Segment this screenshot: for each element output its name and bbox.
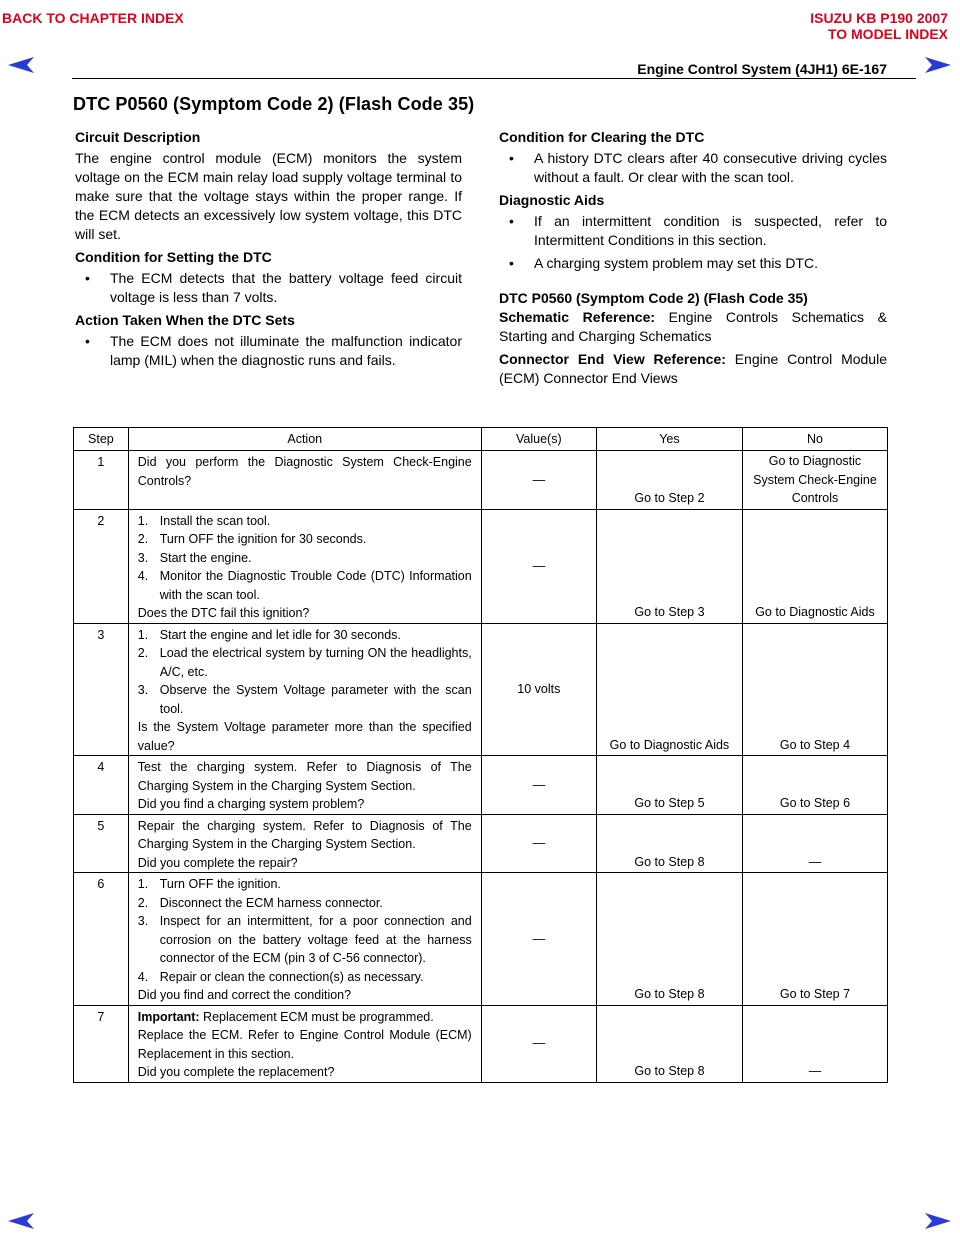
action-step-text: Start the engine and let idle for 30 seconds. <box>159 627 401 642</box>
bullet-text: The ECM detects that the battery voltage feed circuit voltage is less than 7 volts. <box>110 270 462 305</box>
action-step-number: 2. <box>137 646 149 660</box>
action-line: Replace the ECM. Refer to Engine Control Module (ECM) Replacement in this section. <box>137 1028 472 1061</box>
action-step-number: 1. <box>137 627 149 642</box>
connector-reference-text: Engine Control Module (ECM) Connector End Views <box>499 351 887 386</box>
action-step-text: Monitor the Diagnostic Trouble Code (DTC) Information with the scan tool. <box>159 569 472 602</box>
action-step-item <box>138 512 472 531</box>
action-step-number: 2. <box>137 895 149 910</box>
action-step-item <box>138 894 472 913</box>
action-line: Test the charging system. Refer to Diagnosis of The Charging System in the Charging System Section. <box>137 760 472 793</box>
action-step-item <box>138 968 472 987</box>
value-cell: — <box>481 451 596 510</box>
action-step-number: 1. <box>137 513 149 528</box>
header-step: Step <box>74 428 129 451</box>
circuit-description-text: The engine control module (ECM) monitors the system voltage on the ECM main relay load supply voltage terminal to make sure that the voltage stays within the proper range. If the ECM detects an excessively low system voltage, this DTC will set. <box>75 150 462 242</box>
step-cell: 3 <box>74 623 129 756</box>
bullet-text: A charging system problem may set this DTC. <box>534 255 818 271</box>
schematic-reference-text: Engine Controls Schematics & Starting and Charging Schematics <box>499 309 888 344</box>
action-taken-bullet <box>75 332 462 370</box>
header-yes: Yes <box>596 428 742 451</box>
action-question: Is the System Voltage parameter more than the specified value? <box>137 720 472 753</box>
value-cell: — <box>481 1005 596 1082</box>
step-cell: 2 <box>74 509 129 623</box>
bullet-dot: • <box>509 213 514 229</box>
previous-page-arrow-icon[interactable] <box>8 1213 34 1229</box>
action-cell <box>128 623 481 756</box>
bullet-text: If an intermittent condition is suspected, refer to Intermittent Conditions in this section. <box>534 213 887 248</box>
value-cell: — <box>481 509 596 623</box>
action-question: Did you find and correct the condition? <box>137 988 352 1002</box>
header-rule <box>72 78 916 79</box>
action-line: Repair the charging system. Refer to Diagnosis of The Charging System in the Charging System Section. <box>137 818 472 851</box>
step-cell: 6 <box>74 873 129 1006</box>
action-cell <box>128 873 481 1006</box>
bullet-dot: • <box>85 333 90 349</box>
value-cell: — <box>481 756 596 815</box>
table-body <box>74 451 888 1083</box>
yes-cell: Go to Step 8 <box>596 814 742 873</box>
action-step-text: Load the electrical system by turning ON the headlights, A/C, etc. <box>159 646 472 679</box>
action-step-number: 4. <box>137 569 149 583</box>
action-step-text: Observe the System Voltage parameter with the scan tool. <box>159 683 472 716</box>
schematic-reference-label: Schematic Reference: <box>499 309 656 325</box>
model-name-link[interactable]: ISUZU KB P190 2007 <box>810 10 948 26</box>
table-row <box>74 451 888 510</box>
action-step-text: Turn OFF the ignition. <box>159 877 281 891</box>
action-step-text: Inspect for an intermittent, for a poor connection and corrosion on the battery voltage feed at the harness connector of the ECM (pin 3 of C-56 connector). <box>159 914 472 965</box>
action-step-text: Start the engine. <box>159 550 252 565</box>
table-row <box>74 756 888 815</box>
header-no: No <box>742 428 887 451</box>
no-cell: Go to Diagnostic Aids <box>742 509 887 623</box>
diagnostic-aids-bullet <box>499 212 887 250</box>
yes-cell: Go to Diagnostic Aids <box>596 623 742 756</box>
page-header-title: Engine Control System (4JH1) 6E-167 <box>637 61 887 77</box>
diagnostic-aids-heading: Diagnostic Aids <box>499 192 605 208</box>
no-cell: Go to Step 6 <box>742 756 887 815</box>
action-cell <box>128 1005 481 1082</box>
previous-page-arrow-icon[interactable] <box>8 57 34 73</box>
condition-setting-heading: Condition for Setting the DTC <box>75 249 272 265</box>
yes-cell: Go to Step 8 <box>596 873 742 1006</box>
value-cell: — <box>481 873 596 1006</box>
header-action: Action <box>128 428 481 451</box>
important-label: Important: <box>137 1009 200 1024</box>
condition-clearing-bullet <box>499 149 887 187</box>
back-to-chapter-index-link[interactable]: BACK TO CHAPTER INDEX <box>2 10 184 26</box>
no-cell: Go to Diagnostic System Check-Engine Controls <box>742 451 887 510</box>
action-step-item <box>138 875 472 894</box>
action-line: Did you find a charging system problem? <box>137 797 365 811</box>
action-step-text: Repair or clean the connection(s) as necessary. <box>159 969 424 984</box>
step-cell: 1 <box>74 451 129 510</box>
bullet-dot: • <box>509 255 514 271</box>
table-header-row <box>74 428 888 451</box>
yes-cell: Go to Step 5 <box>596 756 742 815</box>
left-column <box>75 128 462 374</box>
step-cell: 4 <box>74 756 129 815</box>
action-step-item <box>138 626 472 645</box>
next-page-arrow-icon[interactable] <box>925 1213 951 1229</box>
action-line: Did you complete the replacement? <box>137 1065 335 1079</box>
bullet-text: A history DTC clears after 40 consecutive driving cycles without a fault. Or clear with the scan tool. <box>534 150 887 185</box>
action-cell <box>128 756 481 815</box>
table-row <box>74 814 888 873</box>
action-question: Does the DTC fail this ignition? <box>137 606 310 620</box>
action-step-item <box>138 567 472 604</box>
circuit-description-heading: Circuit Description <box>75 129 201 145</box>
action-cell <box>128 509 481 623</box>
action-cell <box>128 814 481 873</box>
connector-reference <box>499 350 887 388</box>
header-values: Value(s) <box>481 428 596 451</box>
action-step-text: Disconnect the ECM harness connector. <box>159 895 383 910</box>
bullet-dot: • <box>85 270 90 286</box>
important-note <box>138 1008 472 1027</box>
action-step-item <box>138 549 472 568</box>
next-page-arrow-icon[interactable] <box>925 57 951 73</box>
action-step-text: Install the scan tool. <box>159 513 271 528</box>
yes-cell: Go to Step 3 <box>596 509 742 623</box>
yes-cell: Go to Step 8 <box>596 1005 742 1082</box>
diagnostic-aids-bullet <box>499 254 887 273</box>
right-column <box>499 128 887 392</box>
step-cell: 5 <box>74 814 129 873</box>
no-cell: — <box>742 1005 887 1082</box>
diagnostic-table <box>73 427 888 1083</box>
condition-clearing-heading: Condition for Clearing the DTC <box>499 129 705 145</box>
model-index-block <box>810 10 948 42</box>
condition-setting-bullet <box>75 269 462 307</box>
yes-cell: Go to Step 2 <box>596 451 742 510</box>
action-step-item <box>138 644 472 681</box>
action-line: Did you perform the Diagnostic System Check-Engine Controls? <box>137 455 472 488</box>
schematic-reference <box>499 308 887 346</box>
action-line: Did you complete the repair? <box>137 855 298 870</box>
no-cell: Go to Step 7 <box>742 873 887 1006</box>
value-cell: — <box>481 814 596 873</box>
no-cell: Go to Step 4 <box>742 623 887 756</box>
dtc-subheading: DTC P0560 (Symptom Code 2) (Flash Code 35) <box>499 290 808 306</box>
step-cell: 7 <box>74 1005 129 1082</box>
action-step-item <box>138 912 472 968</box>
action-taken-heading: Action Taken When the DTC Sets <box>75 312 295 328</box>
action-step-item <box>138 530 472 549</box>
action-step-item <box>138 681 472 718</box>
page-title: DTC P0560 (Symptom Code 2) (Flash Code 35) <box>73 94 475 114</box>
action-step-number: 3. <box>137 683 149 697</box>
table-row <box>74 1005 888 1082</box>
action-step-number: 2. <box>137 532 149 546</box>
action-step-number: 3. <box>137 914 149 928</box>
action-step-number: 3. <box>137 550 149 565</box>
important-text: Replacement ECM must be programmed. <box>199 1009 434 1024</box>
table-row <box>74 509 888 623</box>
bullet-dot: • <box>509 150 514 166</box>
to-model-index-link[interactable]: TO MODEL INDEX <box>827 26 948 42</box>
action-step-number: 4. <box>137 969 149 984</box>
action-cell <box>128 451 481 510</box>
table-row <box>74 623 888 756</box>
action-step-text: Turn OFF the ignition for 30 seconds. <box>159 532 367 546</box>
action-step-number: 1. <box>137 877 149 891</box>
table-row <box>74 873 888 1006</box>
value-cell: 10 volts <box>481 623 596 756</box>
connector-reference-label: Connector End View Reference: <box>499 351 726 367</box>
no-cell: — <box>742 814 887 873</box>
bullet-text: The ECM does not illuminate the malfunction indicator lamp (MIL) when the diagnostic runs and fails. <box>110 333 462 368</box>
